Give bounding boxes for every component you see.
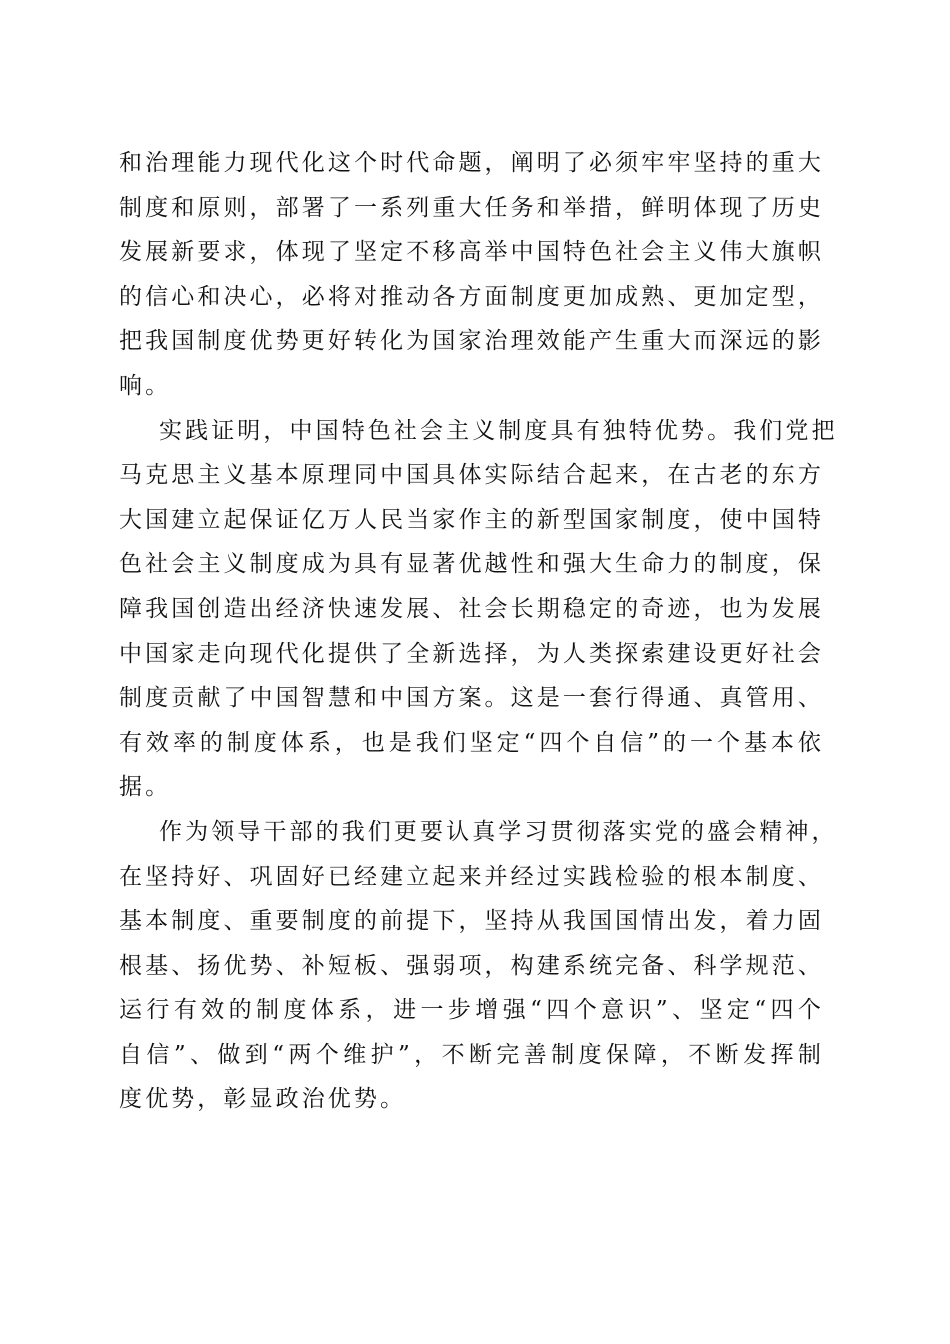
text-line: 马克思主义基本原理同中国具体实际结合起来，在古老的东方 bbox=[119, 462, 824, 489]
text-line: 根基、扬优势、补短板、强弱项，构建系统完备、科学规范、 bbox=[119, 952, 824, 979]
text-line: 中国家走向现代化提供了全新选择，为人类探索建设更好社会 bbox=[119, 640, 824, 667]
text-line: 响。 bbox=[119, 372, 172, 399]
paragraph-2 bbox=[119, 409, 838, 810]
document-body bbox=[119, 141, 838, 1122]
text-line: 有效率的制度体系，也是我们坚定“四个自信”的一个基本依 bbox=[119, 729, 824, 756]
text-line: 制度和原则，部署了一系列重大任务和举措，鲜明体现了历史 bbox=[119, 194, 824, 221]
text-line: 发展新要求，体现了坚定不移高举中国特色社会主义伟大旗帜 bbox=[119, 239, 824, 266]
text-line: 在坚持好、巩固好已经建立起来并经过实践检验的根本制度、 bbox=[119, 863, 824, 890]
paragraph-1 bbox=[119, 141, 824, 409]
text-line: 自信”、做到“两个维护”，不断完善制度保障，不断发挥制 bbox=[119, 1041, 824, 1068]
text-line: 据。 bbox=[119, 774, 172, 801]
text-line: 运行有效的制度体系，进一步增强“四个意识”、坚定“四个 bbox=[119, 997, 824, 1024]
text-line: 作为领导干部的我们更要认真学习贯彻落实党的盛会精神， bbox=[159, 818, 838, 845]
text-line: 把我国制度优势更好转化为国家治理效能产生重大而深远的影 bbox=[119, 328, 824, 355]
text-line: 实践证明，中国特色社会主义制度具有独特优势。我们党把 bbox=[159, 417, 838, 444]
text-line: 制度贡献了中国智慧和中国方案。这是一套行得通、真管用、 bbox=[119, 685, 824, 712]
text-line: 的信心和决心，必将对推动各方面制度更加成熟、更加定型， bbox=[119, 283, 824, 310]
text-line: 障我国创造出经济快速发展、社会长期稳定的奇迹，也为发展 bbox=[119, 595, 824, 622]
text-line: 色社会主义制度成为具有显著优越性和强大生命力的制度，保 bbox=[119, 551, 824, 578]
text-line: 度优势，彰显政治优势。 bbox=[119, 1086, 407, 1113]
paragraph-3 bbox=[119, 810, 838, 1122]
text-line: 和治理能力现代化这个时代命题，阐明了必须牢牢坚持的重大 bbox=[119, 150, 824, 176]
text-line: 基本制度、重要制度的前提下，坚持从我国国情出发，着力固 bbox=[119, 908, 824, 935]
text-line: 大国建立起保证亿万人民当家作主的新型国家制度，使中国特 bbox=[119, 506, 824, 533]
